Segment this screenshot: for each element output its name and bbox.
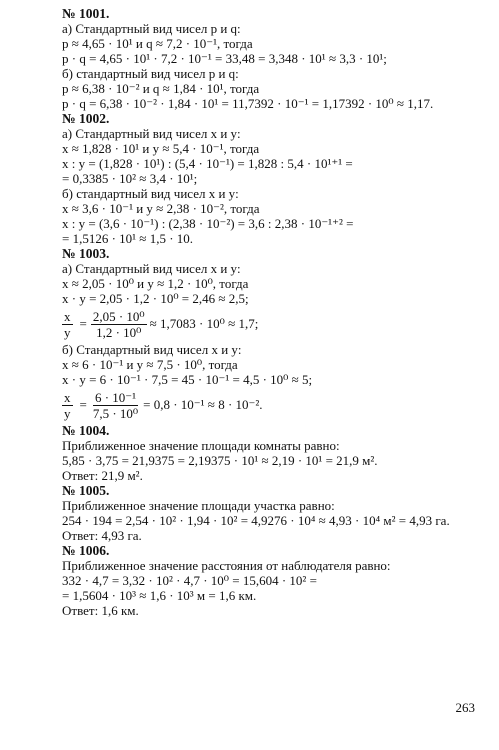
page-number: 263 — [455, 700, 475, 715]
text-line: Приближенное значение площади участка равно: — [62, 498, 335, 513]
problem-1001-title: № 1001. — [62, 6, 110, 21]
text-line: x : y = (3,6 · 10⁻¹) : (2,38 · 10⁻²) = 3,6 : 2,38 · 10⁻¹⁺² = — [62, 216, 354, 231]
fraction-numerator: 2,05 · 10⁰ — [92, 308, 145, 324]
fraction-x-over-y — [62, 390, 73, 421]
fraction-numerator: x — [64, 308, 71, 324]
text-line: а) Стандартный вид чисел x и y: — [62, 261, 241, 276]
answer-line: Ответ: 21,9 м². — [62, 468, 143, 483]
text-line: x ≈ 3,6 · 10⁻¹ и y ≈ 2,38 · 10⁻², тогда — [62, 201, 260, 216]
fraction-expression-b — [62, 387, 482, 423]
text-line: 5,85 · 3,75 = 21,9375 = 2,19375 · 10¹ ≈ 2,19 · 10¹ = 21,9 м². — [62, 453, 378, 468]
fraction-numerator: 6 · 10⁻¹ — [94, 389, 137, 405]
fraction-numerator: x — [64, 389, 71, 405]
text-line: x : y = (1,828 · 10¹) : (5,4 · 10⁻¹) = 1,828 : 5,4 · 10¹⁺¹ = — [62, 156, 353, 171]
text-line: = 0,3385 · 10² ≈ 3,4 · 10¹; — [62, 171, 198, 186]
fraction-expression-a — [62, 306, 482, 342]
equals-sign: = — [79, 397, 87, 412]
answer-line: Ответ: 1,6 км. — [62, 603, 139, 618]
text-line: 332 · 4,7 = 3,32 · 10² · 4,7 · 10⁰ = 15,604 · 10² = — [62, 573, 317, 588]
problem-1004-title: № 1004. — [62, 423, 110, 438]
fraction-denominator: y — [64, 405, 71, 421]
fraction-x-over-y — [62, 309, 73, 340]
fraction-denominator: y — [64, 324, 71, 340]
problem-1005-title: № 1005. — [62, 483, 110, 498]
fraction-values — [91, 390, 140, 421]
text-line: а) Стандартный вид чисел x и y: — [62, 126, 241, 141]
text-line: p ≈ 6,38 · 10⁻² и q ≈ 1,84 · 10¹, тогда — [62, 81, 260, 96]
text-line: Приближенное значение расстояния от наблюдателя равно: — [62, 558, 391, 573]
text-line: б) Стандартный вид чисел x и y: — [62, 342, 242, 357]
text-line: p ≈ 4,65 · 10¹ и q ≈ 7,2 · 10⁻¹, тогда — [62, 36, 253, 51]
textbook-page — [62, 6, 482, 618]
fraction-result: ≈ 1,7083 · 10⁰ ≈ 1,7; — [149, 316, 259, 331]
text-line: x · y = 6 · 10⁻¹ · 7,5 = 45 · 10⁻¹ = 4,5 · 10⁰ ≈ 5; — [62, 372, 313, 387]
text-line: = 1,5126 · 10¹ ≈ 1,5 · 10. — [62, 231, 194, 246]
fraction-denominator: 1,2 · 10⁰ — [96, 324, 142, 340]
text-line: x ≈ 6 · 10⁻¹ и y ≈ 7,5 · 10⁰, тогда — [62, 357, 238, 372]
text-line: = 1,5604 · 10³ ≈ 1,6 · 10³ м = 1,6 км. — [62, 588, 257, 603]
fraction-values — [91, 309, 147, 340]
problem-1003-title: № 1003. — [62, 246, 110, 261]
equals-sign: = — [79, 316, 87, 331]
text-line: x ≈ 1,828 · 10¹ и y ≈ 5,4 · 10⁻¹, тогда — [62, 141, 260, 156]
problem-1006-title: № 1006. — [62, 543, 110, 558]
text-line: б) стандартный вид чисел p и q: — [62, 66, 239, 81]
text-line: x · y = 2,05 · 1,2 · 10⁰ = 2,46 ≈ 2,5; — [62, 291, 249, 306]
fraction-denominator: 7,5 · 10⁰ — [92, 405, 139, 421]
answer-line: Ответ: 4,93 га. — [62, 528, 142, 543]
text-line: б) стандартный вид чисел x и y: — [62, 186, 239, 201]
text-line: а) Стандартный вид чисел p и q: — [62, 21, 241, 36]
text-line: x ≈ 2,05 · 10⁰ и y ≈ 1,2 · 10⁰, тогда — [62, 276, 249, 291]
text-line: p · q = 4,65 · 10¹ · 7,2 · 10⁻¹ = 33,48 = 3,348 · 10¹ ≈ 3,3 · 10¹; — [62, 51, 387, 66]
fraction-result: = 0,8 · 10⁻¹ ≈ 8 · 10⁻². — [143, 397, 263, 412]
text-line: 254 · 194 = 2,54 · 10² · 1,94 · 10² = 4,9276 · 10⁴ ≈ 4,93 · 10⁴ м² = 4,93 га. — [62, 513, 450, 528]
problem-1002-title: № 1002. — [62, 111, 110, 126]
text-line: Приближенное значение площади комнаты равно: — [62, 438, 340, 453]
text-line: p · q = 6,38 · 10⁻² · 1,84 · 10¹ = 11,7392 · 10⁻¹ = 1,17392 · 10⁰ ≈ 1,17. — [62, 96, 434, 111]
